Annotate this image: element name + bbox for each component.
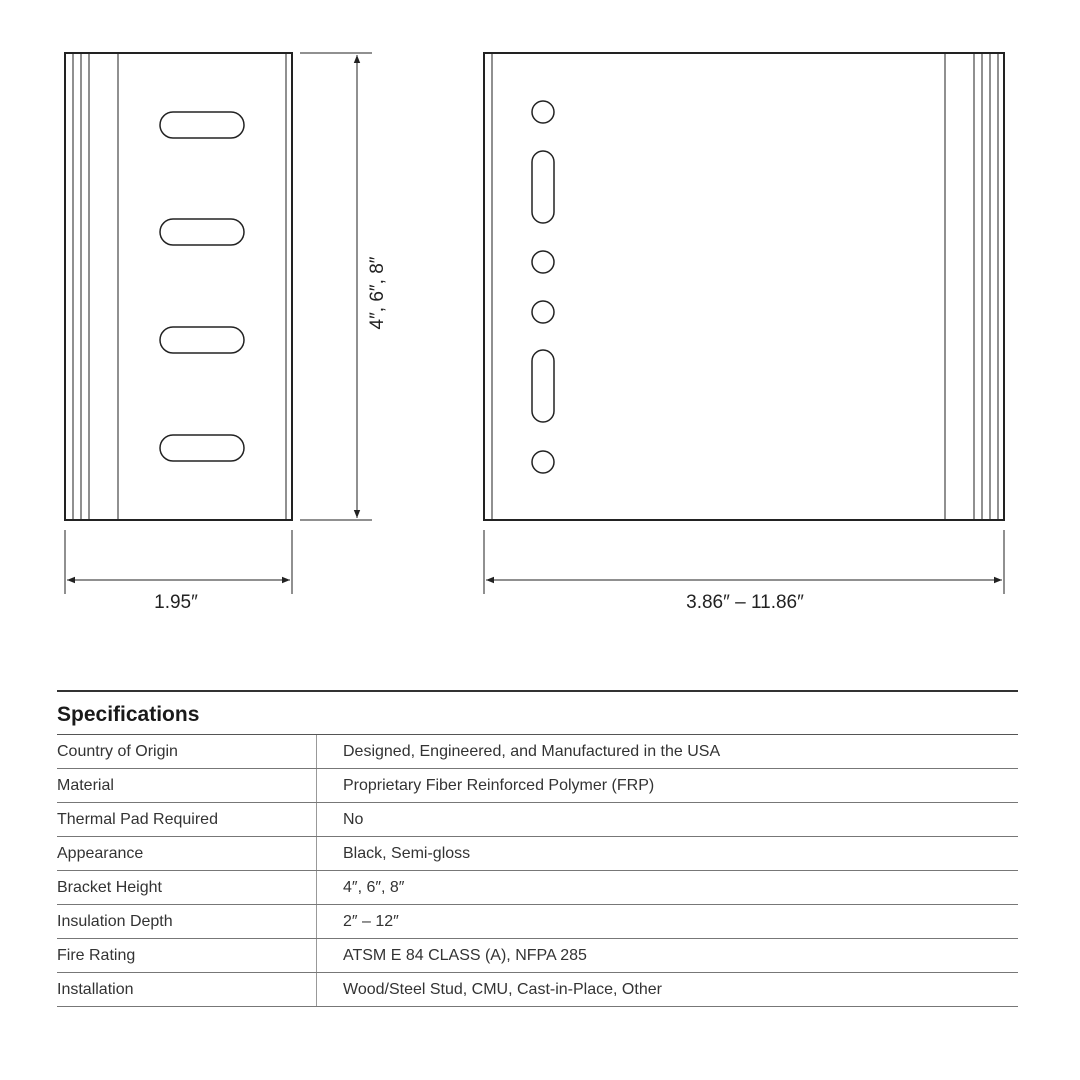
hole-2 [532, 251, 554, 273]
bracket-face-view [484, 53, 1004, 520]
slot-4 [160, 435, 244, 461]
spec-label: Bracket Height [57, 871, 317, 905]
table-row [57, 803, 1018, 837]
width-dimension-left [65, 530, 292, 594]
hole-4 [532, 451, 554, 473]
slot-2 [160, 219, 244, 245]
slot-1 [160, 112, 244, 138]
spec-value: Proprietary Fiber Reinforced Polymer (FRP) [317, 769, 1019, 803]
table-row [57, 973, 1018, 1007]
spec-value: Black, Semi-gloss [317, 837, 1019, 871]
spec-label: Country of Origin [57, 735, 317, 769]
table-row [57, 769, 1018, 803]
bracket-side-view [65, 53, 292, 520]
spec-value: 4″, 6″, 8″ [317, 871, 1019, 905]
spec-label: Insulation Depth [57, 905, 317, 939]
specifications-table [57, 735, 1018, 1007]
table-row [57, 837, 1018, 871]
spec-value: No [317, 803, 1019, 837]
hole-3 [532, 301, 554, 323]
dimension-label-width-left: 1.95″ [154, 592, 198, 613]
hole-1 [532, 101, 554, 123]
table-row [57, 735, 1018, 769]
width-dimension-right [484, 530, 1004, 594]
spec-value: Designed, Engineered, and Manufactured in the USA [317, 735, 1019, 769]
table-row [57, 871, 1018, 905]
dimension-label-width-right: 3.86″ – 11.86″ [686, 592, 804, 613]
table-row [57, 905, 1018, 939]
table-row [57, 939, 1018, 973]
slot-3 [160, 327, 244, 353]
specifications-title: Specifications [57, 692, 1018, 735]
spec-label: Material [57, 769, 317, 803]
vertical-slot-2 [532, 350, 554, 422]
vertical-slot-1 [532, 151, 554, 223]
specifications-section [57, 690, 1018, 1007]
spec-label: Appearance [57, 837, 317, 871]
height-dimension [300, 53, 372, 520]
spec-label: Thermal Pad Required [57, 803, 317, 837]
dimension-label-height: 4″, 6″, 8″ [367, 256, 388, 330]
spec-value: ATSM E 84 CLASS (A), NFPA 285 [317, 939, 1019, 973]
spec-label: Fire Rating [57, 939, 317, 973]
spec-value: 2″ – 12″ [317, 905, 1019, 939]
spec-value: Wood/Steel Stud, CMU, Cast-in-Place, Other [317, 973, 1019, 1007]
spec-label: Installation [57, 973, 317, 1007]
